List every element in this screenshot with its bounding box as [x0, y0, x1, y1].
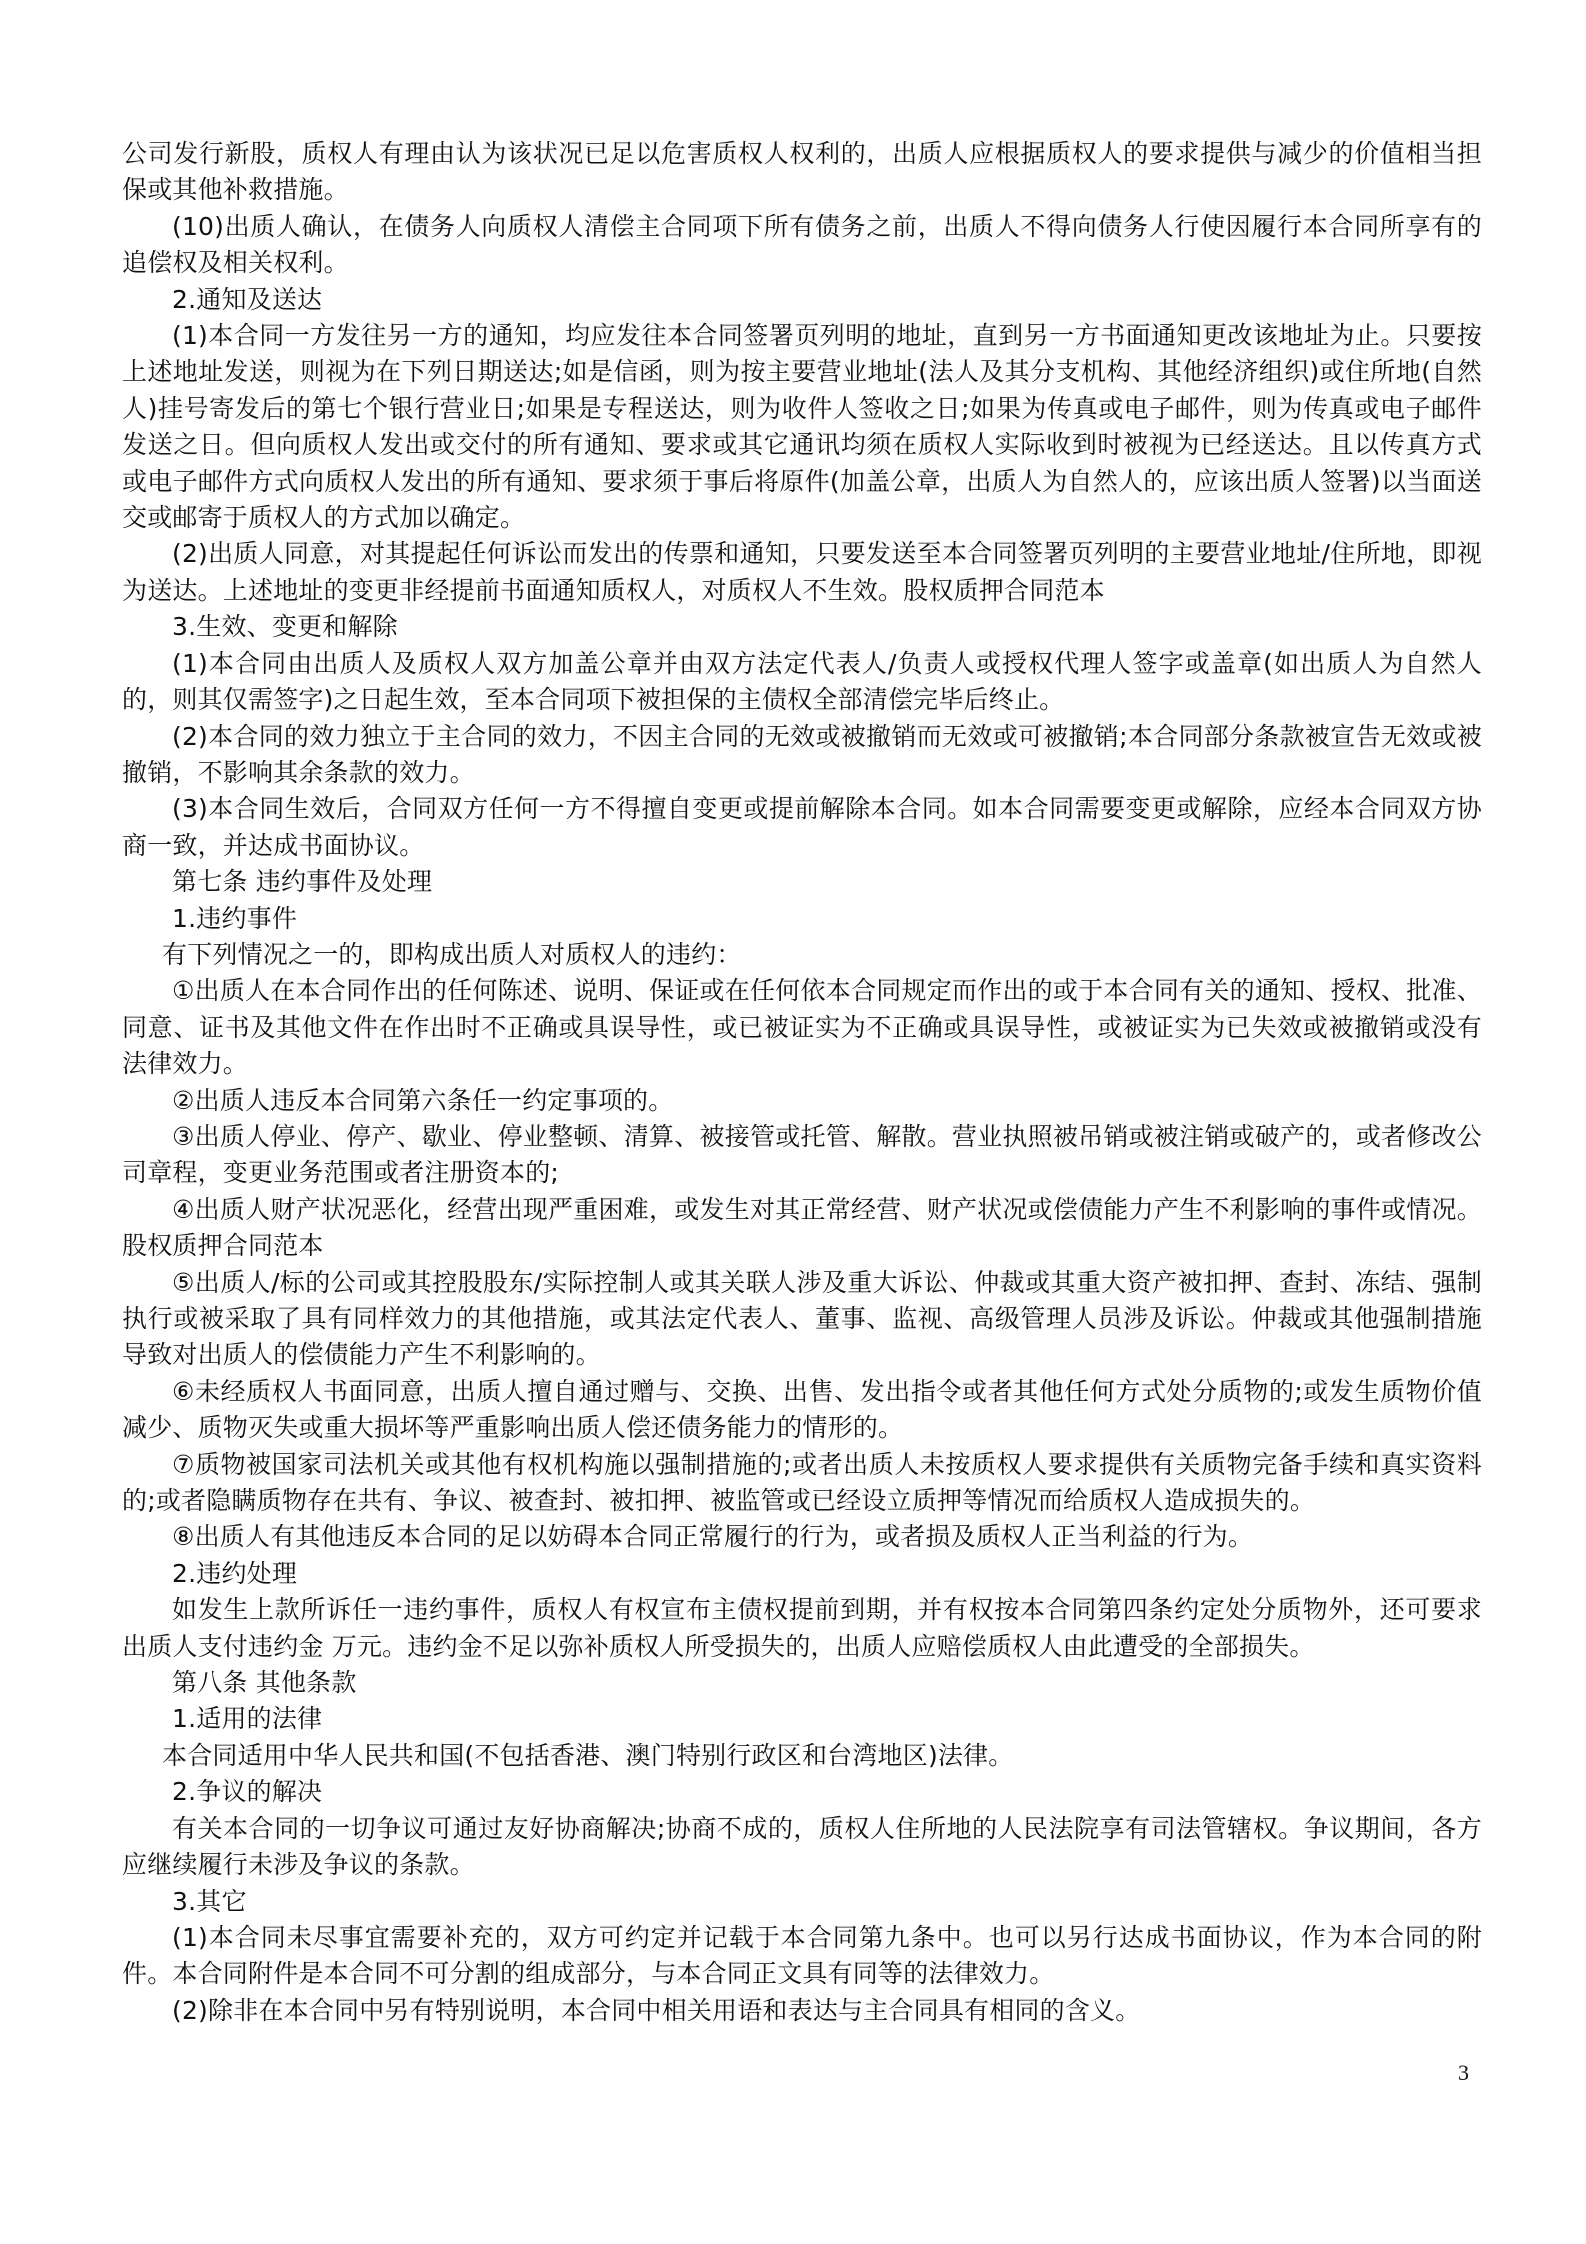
paragraph: ③出质人停业、停产、歇业、停业整顿、清算、被接管或托管、解散。营业执照被吊销或被注销或破产的，或者修改公司章程，变更业务范围或者注册资本的;	[122, 1121, 1482, 1188]
paragraph: (1)本合同一方发往另一方的通知，均应发往本合同签署页列明的地址，直到另一方书面通知更改该地址为止。只要按上述地址发送，则视为在下列日期送达;如是信函，则为按主要营业地址(法人及其分支机构、其他经济组织)或住所地(自然人)挂号寄发后的第七个银行营业日;如果是专程送达，则为收件人签收之日;如果为传真或电子邮件，则为传真或电子邮件发送之日。但向质权人发出或交付的所有通知、要求或其它通讯均须在质权人实际收到时被视为已经送达。且以传真方式或电子邮件方式向质权人发出的所有通知、要求须于事后将原件(加盖公章，出质人为自然人的，应该出质人签署)以当面送交或邮寄于质权人的方式加以确定。	[122, 321, 1482, 533]
section-heading: 1.适用的法律	[172, 1704, 323, 1734]
section-heading: 2.通知及送达	[172, 284, 323, 314]
paragraph: (1)本合同未尽事宜需要补充的，双方可约定并记载于本合同第九条中。也可以另行达成书面协议，作为本合同的附件。本合同附件是本合同不可分割的组成部分，与本合同正文具有同等的法律效力。	[122, 1922, 1482, 1989]
paragraph: ④出质人财产状况恶化，经营出现严重困难，或发生对其正常经营、财产状况或偿债能力产生不利影响的事件或情况。股权质押合同范本	[122, 1194, 1482, 1261]
paragraph: ⑥未经质权人书面同意，出质人擅自通过赠与、交换、出售、发出指令或者其他任何方式处分质物的;或发生质物价值减少、质物灭失或重大损坏等严重影响出质人偿还债务能力的情形的。	[122, 1376, 1482, 1443]
section-heading: 2.争议的解决	[172, 1777, 323, 1807]
paragraph: 如发生上款所诉任一违约事件，质权人有权宣布主债权提前到期，并有权按本合同第四条约定处分质物外，还可要求出质人支付违约金 万元。违约金不足以弥补质权人所受损失的，出质人应赔偿质权人由此遭受的全部损失。	[122, 1595, 1482, 1661]
section-heading: 3.其它	[172, 1886, 247, 1916]
section-heading: 2.违约处理	[172, 1558, 298, 1588]
section-heading: 3.生效、变更和解除	[172, 612, 398, 642]
section-heading: 第七条 违约事件及处理	[172, 867, 433, 897]
paragraph: (2)出质人同意，对其提起任何诉讼而发出的传票和通知，只要发送至本合同签署页列明的主要营业地址/住所地，即视为送达。上述地址的变更非经提前书面通知质权人，对质权人不生效。股权质押合同范本	[122, 539, 1482, 605]
paragraph: (2)本合同的效力独立于主合同的效力，不因主合同的无效或被撤销而无效或可被撤销;本合同部分条款被宣告无效或被撤销，不影响其余条款的效力。	[122, 721, 1482, 787]
paragraph: (1)本合同由出质人及质权人双方加盖公章并由双方法定代表人/负责人或授权代理人签字或盖章(如出质人为自然人的，则其仅需签字)之日起生效，至本合同项下被担保的主债权全部清偿完毕后终止。	[122, 648, 1482, 715]
paragraph: ⑤出质人/标的公司或其控股股东/实际控制人或其关联人涉及重大诉讼、仲裁或其重大资产被扣押、查封、冻结、强制执行或被采取了具有同样效力的其他措施，或其法定代表人、董事、监视、高级管理人员涉及诉讼。仲裁或其他强制措施导致对出质人的偿债能力产生不利影响的。	[122, 1267, 1482, 1370]
section-heading: 有下列情况之一的，即构成出质人对质权人的违约：	[162, 939, 742, 969]
paragraph: (3)本合同生效后，合同双方任何一方不得擅自变更或提前解除本合同。如本合同需要变更或解除，应经本合同双方协商一致，并达成书面协议。	[122, 794, 1482, 860]
paragraph: (10)出质人确认，在债务人向质权人清偿主合同项下所有债务之前，出质人不得向债务人行使因履行本合同所享有的追偿权及相关权利。	[122, 211, 1482, 278]
paragraph: ⑧出质人有其他违反本合同的足以妨碍本合同正常履行的行为，或者损及质权人正当利益的行为。	[172, 1522, 1254, 1552]
page-number: 3	[1458, 2060, 1469, 2085]
paragraph: 有关本合同的一切争议可通过友好协商解决;协商不成的，质权人住所地的人民法院享有司法管辖权。争议期间，各方应继续履行未涉及争议的条款。	[122, 1813, 1482, 1880]
section-heading: 本合同适用中华人民共和国(不包括香港、澳门特别行政区和台湾地区)法律。	[162, 1740, 1014, 1770]
paragraph: ⑦质物被国家司法机关或其他有权机构施以强制措施的;或者出质人未按质权人要求提供有关质物完备手续和真实资料的;或者隐瞒质物存在共有、争议、被查封、被扣押、被监管或已经设立质押等情况而给质权人造成损失的。	[122, 1449, 1482, 1516]
section-heading: 第八条 其他条款	[172, 1668, 357, 1698]
paragraph: ①出质人在本合同作出的任何陈述、说明、保证或在任何依本合同规定而作出的或于本合同有关的通知、授权、批准、同意、证书及其他文件在作出时不正确或具误导性，或已被证实为不正确或具误导性，或被证实为已失效或被撤销或没有法律效力。	[122, 976, 1482, 1079]
paragraph: 公司发行新股，质权人有理由认为该状况已足以危害质权人权利的，出质人应根据质权人的要求提供与减少的价值相当担保或其他补救措施。	[122, 139, 1482, 205]
paragraph: (2)除非在本合同中另有特别说明，本合同中相关用语和表达与主合同具有相同的含义。	[172, 1995, 1141, 2025]
section-heading: 1.违约事件	[172, 903, 298, 933]
document-body	[122, 136, 1482, 2029]
paragraph: ②出质人违反本合同第六条任一约定事项的。	[172, 1085, 674, 1115]
